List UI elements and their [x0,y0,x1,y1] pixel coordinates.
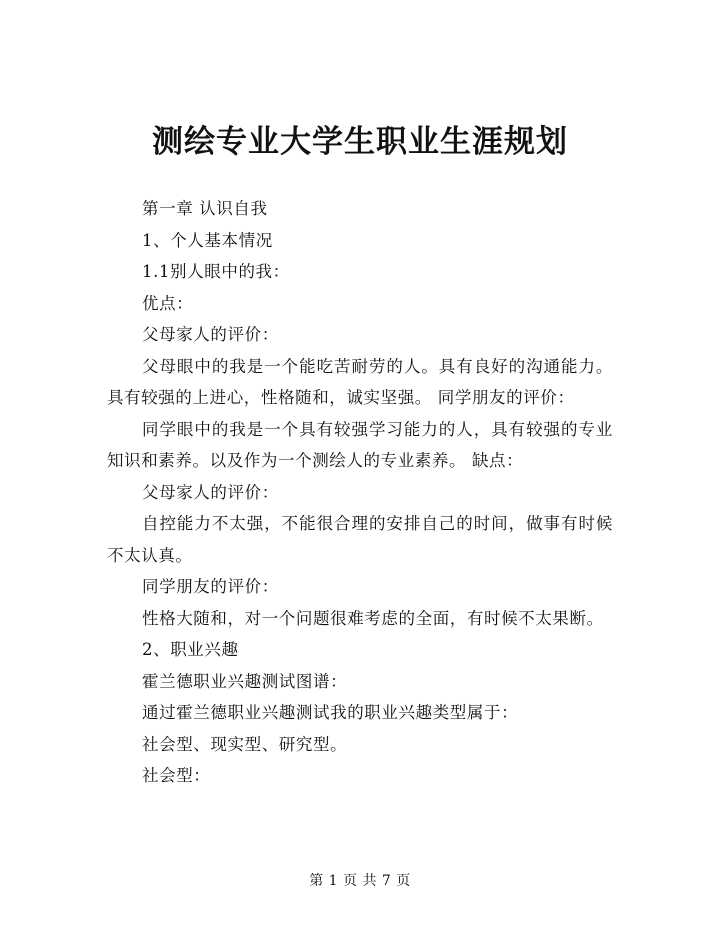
paragraph: 自控能力不太强，不能很合理的安排自己的时间，做事有时候不太认真。 [107,514,613,565]
parents-evaluation-label: 父母家人的评价： [142,325,279,344]
friends-evaluation-label: 同学朋友的评价： [142,577,279,596]
paragraph: 通过霍兰德职业兴趣测试我的职业兴趣类型属于： [142,703,519,722]
paragraph: 社会型： [142,766,211,785]
document-body [107,193,613,792]
page-number-footer: 第 1 页 共 7 页 [309,873,411,889]
subsection-heading: 1.1别人眼中的我： [142,262,290,281]
paragraph: 性格大随和，对一个问题很难考虑的全面，有时候不太果断。 [142,608,604,628]
section-heading: 1、个人基本情况 [142,230,273,250]
parents-evaluation-label: 父母家人的评价： [142,482,279,502]
paragraph: 社会型、现实型、研究型。 [142,734,348,754]
paragraph: 父母眼中的我是一个能吃苦耐劳的人。具有良好的沟通能力。具有较强的上进心，性格随和，诚实坚强。 同学朋友的评价： [107,356,613,407]
chapter-heading: 第一章 认识自我 [142,199,268,218]
paragraph: 同学眼中的我是一个具有较强学习能力的人，具有较强的专业知识和素养。以及作为一个测绘人的专业素养。 缺点： [107,419,613,470]
strengths-label: 优点： [142,293,194,313]
document-title: 测绘专业大学生职业生涯规划 [152,124,568,160]
section-heading: 2、职业兴趣 [142,640,239,659]
paragraph: 霍兰德职业兴趣测试图谱： [142,671,348,691]
